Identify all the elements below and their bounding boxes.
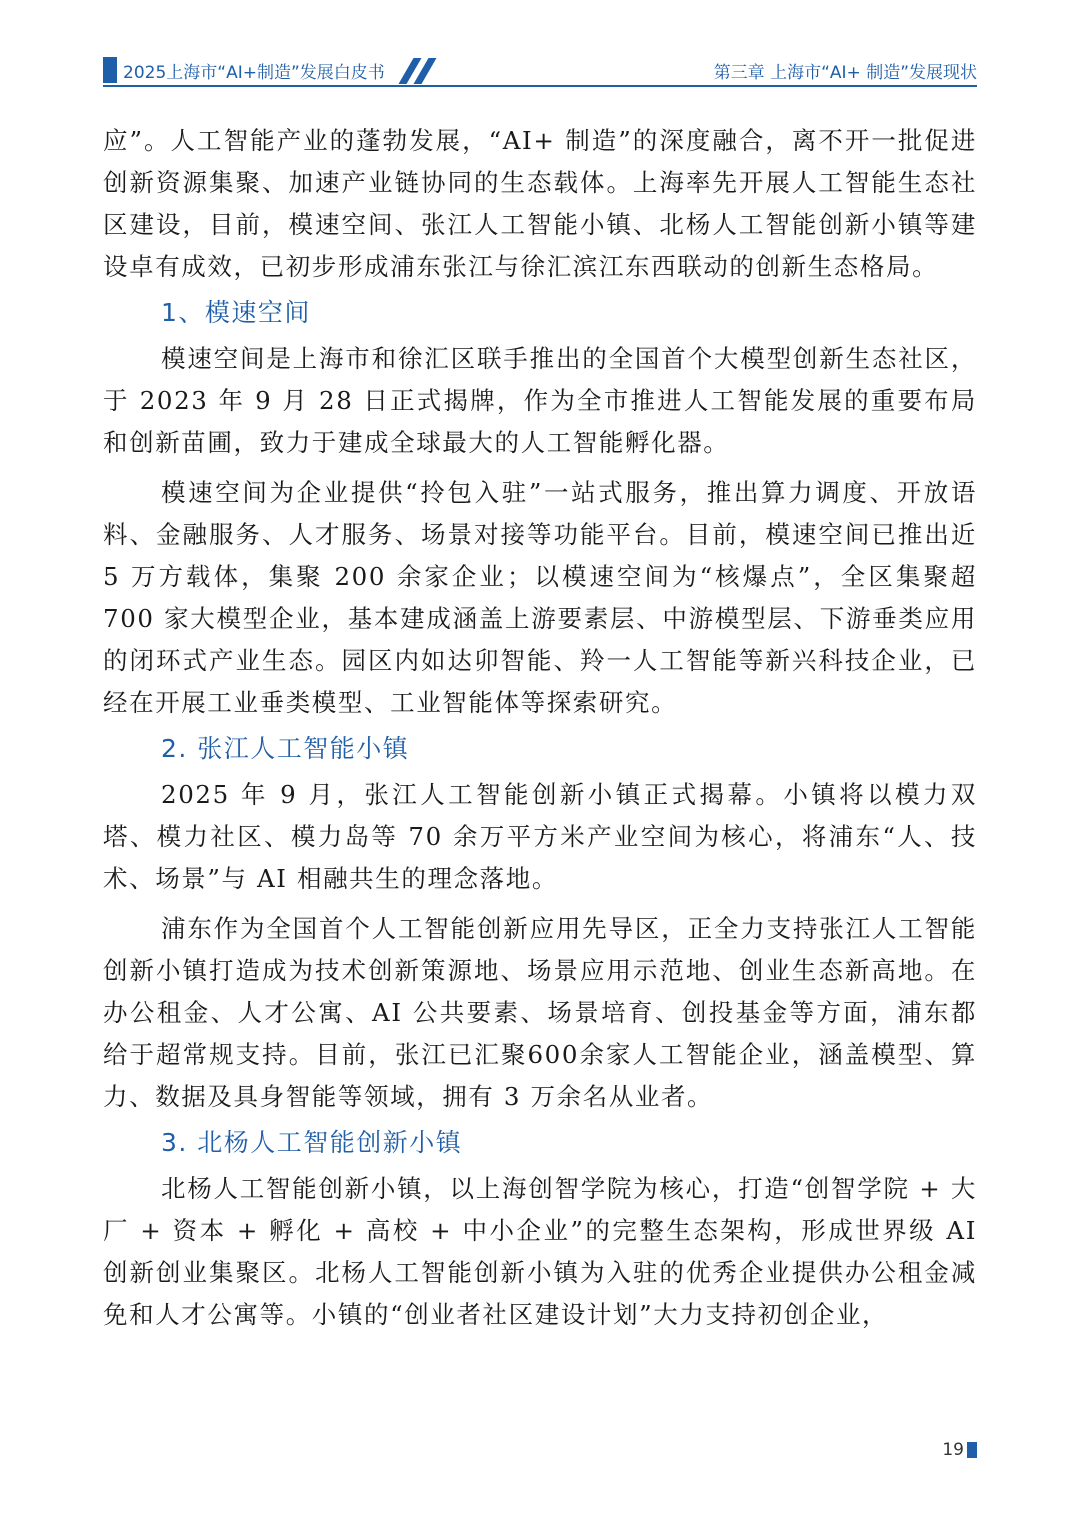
page-number: 19 [942,1440,964,1460]
page-number-marker [967,1442,977,1458]
page-body [103,120,977,1336]
page-footer [942,1440,977,1460]
intro-paragraph: 应”。人工智能产业的蓬勃发展，“AI+ 制造”的深度融合，离不开一批促进创新资源集聚、加速产业链协同的生态载体。上海率先开展人工智能生态社区建设，目前，模速空间、张江人工智能小镇、北杨人工智能创新小镇等建设卓有成效，已初步形成浦东张江与徐汇滨江东西联动的创新生态格局。 [103,126,977,281]
document-title: 2025上海市“AI+制造”发展白皮书 [123,62,385,83]
paragraph: 模速空间为企业提供“拎包入驻”一站式服务，推出算力调度、开放语料、金融服务、人才服务、场景对接等功能平台。目前，模速空间已推出近 5 万方载体，集聚 200 余家企业；以模速空间为“核爆点”，全区集聚超 700 家大模型企业，基本建成涵盖上游要素层、中游模型层、下游垂类应用的闭环式产业生态。园区内如达卯智能、羚一人工智能等新兴科技企业，已经在开展工业垂类模型、工业智能体等探索研究。 [103,478,977,717]
chapter-title: 第三章 上海市“AI+ 制造”发展现状 [713,63,977,83]
section-heading-zhangjiang-ai-town: 2. 张江人工智能小镇 [161,734,410,763]
paragraph: 2025 年 9 月，张江人工智能创新小镇正式揭幕。小镇将以模力双塔、模力社区、模力岛等 70 余万平方米产业空间为核心，将浦东“人、技术、场景”与 AI 相融共生的理念落地。 [103,780,977,893]
page-header [103,56,977,86]
header-rule [103,85,977,87]
paragraph: 北杨人工智能创新小镇，以上海创智学院为核心，打造“创智学院 + 大厂 + 资本 + 孵化 + 高校 + 中小企业”的完整生态架构，形成世界级 AI 创新创业集聚区。北杨人工智能创新小镇为入驻的优秀企业提供办公租金减免和人才公寓等。小镇的“创业者社区建设计划”大力支持初创企业， [103,1174,977,1329]
header-accent-block [103,57,117,83]
section-heading-beiyang-ai-town: 3. 北杨人工智能创新小镇 [161,1128,463,1157]
section-heading-mosu-space: 1、模速空间 [161,298,311,327]
header-left [103,56,415,84]
paragraph: 模速空间是上海市和徐汇区联手推出的全国首个大模型创新生态社区，于 2023 年 9 月 28 日正式揭牌，作为全市推进人工智能发展的重要布局和创新苗圃，致力于建成全球最大的人工智能孵化器。 [103,344,977,457]
paragraph: 浦东作为全国首个人工智能创新应用先导区，正全力支持张江人工智能创新小镇打造成为技术创新策源地、场景应用示范地、创业生态新高地。在办公租金、人才公寓、AI 公共要素、场景培育、创投基金等方面，浦东都给于超常规支持。目前，张江已汇聚600余家人工智能企业，涵盖模型、算力、数据及具身智能等领域，拥有 3 万余名从业者。 [103,914,977,1111]
